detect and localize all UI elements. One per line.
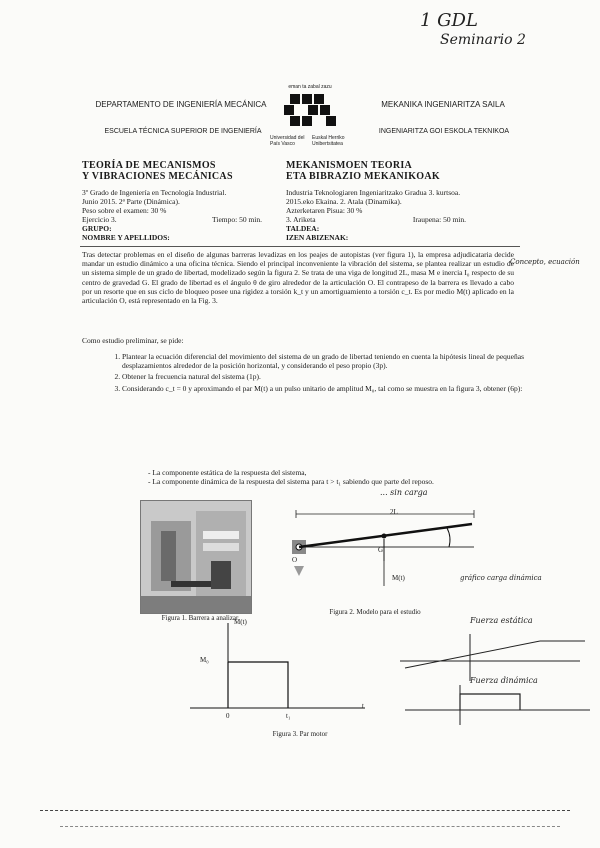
figure-1-caption: Figura 1. Barrera a analizar	[161, 614, 239, 622]
logo-univ-eu: Euskal Herriko Unibertsitatea	[312, 135, 345, 147]
note-sin: ... sin carga	[380, 488, 428, 497]
figure-2-caption: Figura 2. Modelo para el estudio	[329, 608, 421, 616]
figure-1-photo	[140, 500, 252, 614]
separator	[80, 246, 520, 247]
figure-2-handnote: gráfico carga dinámica	[460, 574, 542, 582]
handnote-dynamic: Fuerza dinámica	[470, 676, 538, 685]
logo-mark-icon	[270, 92, 350, 130]
margin-note: Concepto, ecuación	[510, 258, 580, 266]
figure-2-label-M: M(t)	[392, 574, 405, 582]
figure-3-label-t: t	[362, 702, 364, 710]
question-3: 3. Considerando c_t = 0 y aproximando el par M(t) a un pulso unitario de amplitud M₀, tal como se muestra en la figura 3, obtener (6p):	[122, 384, 524, 393]
request-intro: Como estudio preliminar, se pide:	[82, 336, 184, 345]
figure-2-label-2L: 2L	[390, 508, 398, 516]
exam-meta-es: 3º Grado de Ingeniería en Tecnología Industrial. Junio 2015. 2ª Parte (Dinámica). Peso sobre el examen: 30 % Ejercicio 3. Tiempo: 50 min. GRUPO: NOMBRE Y APELLIDOS:	[82, 188, 262, 242]
footer-dashes-2	[60, 826, 560, 827]
sub-item-dynamic: - La componente dinámica de la respuesta del sistema para t > t₁ sabiendo que parte del reposo.	[148, 477, 434, 487]
university-logo	[270, 82, 350, 152]
handwritten-session: Seminario 2	[440, 32, 526, 48]
question-1: 1. Plantear la ecuación diferencial del movimiento del sistema de un grado de libertad teniendo en cuenta la hipótesis lineal de pequeñas desplazamientos alrededor de la posición horizontal, y considerando el peso propio (3p).	[122, 352, 524, 370]
dept-eu: MEKANIKA INGENIARITZA SAILA	[381, 100, 505, 109]
figure-3-label-t1: t₁	[286, 712, 291, 720]
logo-motto: eman ta zabal zazu	[288, 84, 332, 90]
handnote-static: Fuerza estática	[470, 616, 533, 625]
figure-2-label-O: O	[292, 556, 298, 564]
handwritten-code: 1 GDL	[420, 10, 478, 31]
school-eu: INGENIARITZA GOI ESKOLA TEKNIKOA	[378, 128, 510, 135]
figure-3-label-M0: M₀	[200, 656, 209, 664]
figure-3-label-0: 0	[226, 712, 230, 720]
problem-statement: Tras detectar problemas en el diseño de algunas barreras levadizas en los peajes de autopistas (ver figura 1), la empresa adjudicataria decide mandar un estudio dinámico a una oficina técnica. Siendo el principal inconveniente la vibración del sistema, se plantea realizar un estudio de un sistema simple de un grado de libertad, modelizado según la figura 2. Se trata de una viga de longitud 2L, masa M e inercia I₀ respecto de su centro de gravedad G. El grado de libertad es el ángulo θ de giro alrededor de la articulación O. El contrapeso de la barrera es llevado a cabo por un resorte que en sus ciclo de bloqueo posee una rigidez a torsión k_t y un amortiguamiento a torsión c_t. Es por medio M(t) aplicado en la articulación O, está representado en la Fig. 3.	[82, 250, 514, 306]
figure-2-diagram	[284, 506, 584, 608]
figure-3-plot	[190, 618, 370, 728]
questions-list	[104, 352, 524, 395]
sketch-dynamic	[400, 680, 600, 730]
course-title-es: TEORÍA DE MECANISMOS Y VIBRACIONES MECÁNICAS	[82, 160, 233, 182]
school-es: ESCUELA TÉCNICA SUPERIOR DE INGENIERÍA	[104, 128, 262, 135]
sub-item-static: - La componente estática de la respuesta del sistema,	[148, 468, 307, 477]
question-2: 2. Obtener la frecuencia natural del sistema (1p).	[122, 372, 524, 381]
figure-3-label-M: M(t)	[234, 618, 247, 626]
sub-items	[148, 468, 528, 486]
logo-univ-es: Universidad del País Vasco	[270, 135, 305, 147]
figure-2-label-G: G	[378, 546, 384, 554]
figure-3-caption: Figura 3. Par motor	[272, 730, 328, 738]
footer-dashes-1	[40, 810, 570, 811]
exam-meta-eu: Industria Teknologiaren Ingeniaritzako Gradua 3. kurtsoa. 2015.eko Ekaina. 2. Atala (Dinamika). Azterketaren Pisua: 30 % 3. Ariketa Iraupena: 50 min. TALDEA: IZEN ABIZENAK:	[286, 188, 466, 242]
course-title-eu: MEKANISMOEN TEORIA ETA BIBRAZIO MEKANIKOAK	[286, 160, 440, 182]
dept-es: DEPARTAMENTO DE INGENIERÍA MECÁNICA	[95, 100, 267, 109]
